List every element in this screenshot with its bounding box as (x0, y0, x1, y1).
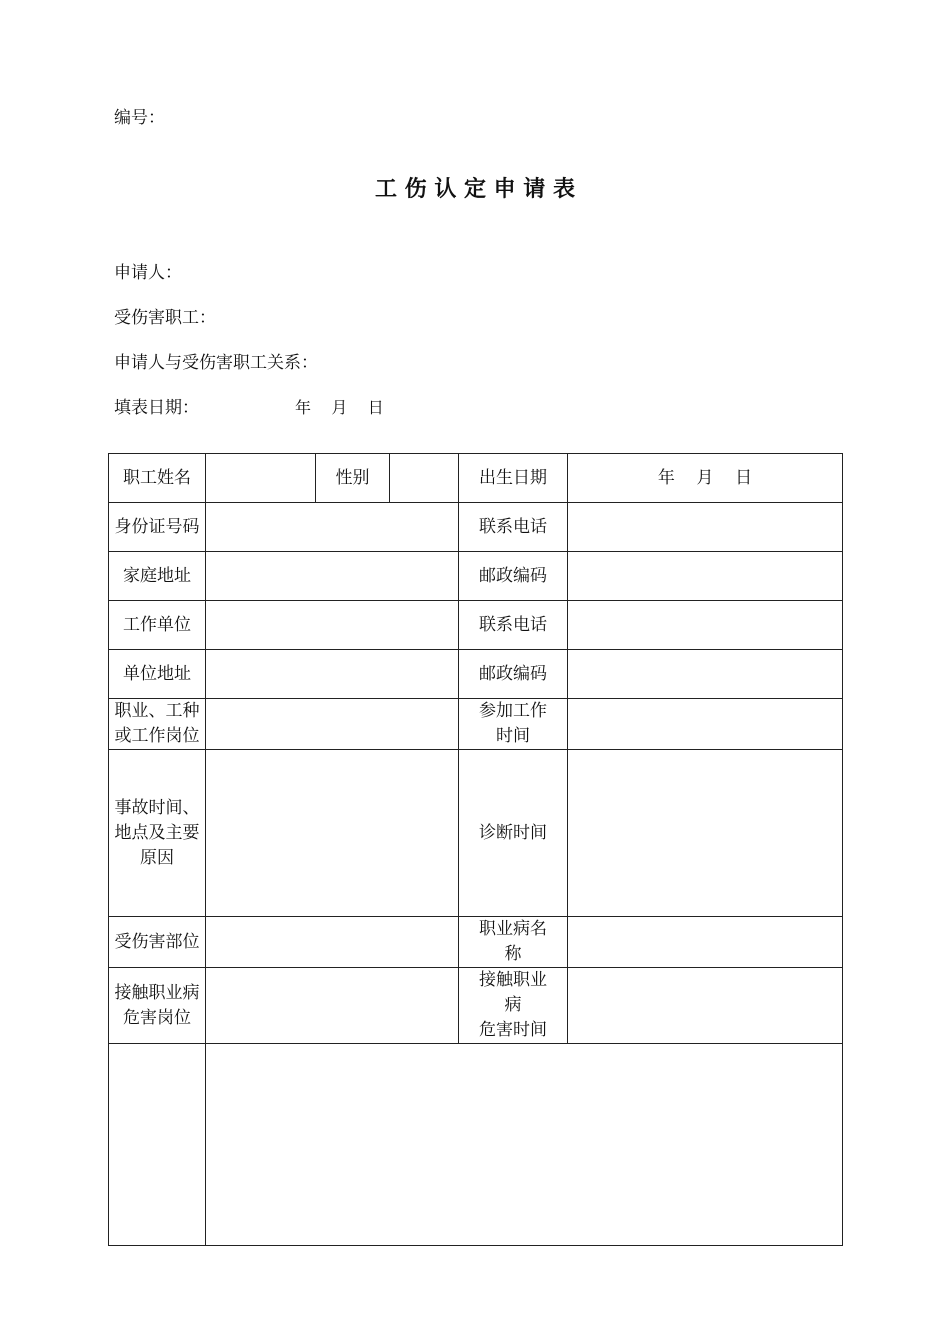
fill-date-label: 填表日期： (114, 398, 199, 418)
home-address-label: 家庭地址 (109, 552, 206, 601)
exposure-post-field[interactable] (206, 968, 459, 1044)
remarks-label-cell (109, 1044, 206, 1246)
birth-date-field[interactable]: 年 月 日 (568, 454, 843, 503)
occupation-field[interactable] (206, 699, 459, 750)
birth-date-label: 出生日期 (459, 454, 568, 503)
contact-phone-field[interactable] (568, 503, 843, 552)
gender-label: 性别 (316, 454, 390, 503)
injury-part-label: 受伤害部位 (109, 917, 206, 968)
disease-name-label-line2: 称 (504, 944, 522, 964)
fill-date-value: 年 月 日 (295, 398, 384, 417)
diagnosis-time-field[interactable] (568, 750, 843, 917)
diagnosis-time-label: 诊断时间 (459, 750, 568, 917)
employer-postcode-label: 邮政编码 (459, 650, 568, 699)
disease-name-label-line1: 职业病名 (479, 919, 547, 939)
accident-field[interactable] (206, 750, 459, 917)
accident-label-line2: 地点及主要 (114, 822, 200, 843)
disease-name-field[interactable] (568, 917, 843, 968)
home-address-field[interactable] (206, 552, 459, 601)
occupation-label-line1: 职业、工种 (114, 701, 200, 721)
injury-part-field[interactable] (206, 917, 459, 968)
employer-postcode-field[interactable] (568, 650, 843, 699)
exposure-time-label-line1: 接触职业 (479, 970, 547, 990)
employer-phone-field[interactable] (568, 601, 843, 650)
accident-label (109, 750, 206, 917)
exposure-time-label (459, 968, 568, 1044)
employer-address-field[interactable] (206, 650, 459, 699)
start-work-label (459, 699, 568, 750)
id-number-field[interactable] (206, 503, 459, 552)
form-title: 工 伤 认 定 申 请 表 (375, 177, 575, 202)
relation-label: 申请人与受伤害职工关系： (114, 353, 318, 373)
home-postcode-label: 邮政编码 (459, 552, 568, 601)
start-work-label-line1: 参加工作 (479, 701, 547, 721)
disease-name-label (459, 917, 568, 968)
gender-field[interactable] (390, 454, 459, 503)
exposure-time-label-line2: 病 (504, 995, 522, 1015)
exposure-time-field[interactable] (568, 968, 843, 1044)
employer-address-label: 单位地址 (109, 650, 206, 699)
employer-field[interactable] (206, 601, 459, 650)
applicant-label: 申请人： (114, 263, 182, 283)
exposure-post-label-line2: 危害岗位 (123, 1007, 191, 1028)
remarks-field[interactable] (206, 1044, 843, 1246)
accident-label-line3: 原因 (140, 847, 174, 868)
employer-phone-label: 联系电话 (459, 601, 568, 650)
worker-name-label: 职工姓名 (109, 454, 206, 503)
id-number-label: 身份证号码 (109, 503, 206, 552)
accident-label-line1: 事故时间、 (114, 797, 200, 818)
serial-number-label: 编号： (114, 108, 165, 128)
employer-label: 工作单位 (109, 601, 206, 650)
worker-name-field[interactable] (206, 454, 316, 503)
application-form-table (108, 453, 843, 1246)
exposure-time-label-line3: 危害时间 (479, 1020, 547, 1040)
occupation-label-line2: 或工作岗位 (114, 726, 200, 746)
exposure-post-label-line1: 接触职业病 (114, 982, 200, 1003)
occupation-label (109, 699, 206, 750)
contact-phone-label: 联系电话 (459, 503, 568, 552)
exposure-post-label (109, 968, 206, 1044)
home-postcode-field[interactable] (568, 552, 843, 601)
injured-worker-label: 受伤害职工： (114, 308, 216, 328)
start-work-field[interactable] (568, 699, 843, 750)
start-work-label-line2: 时间 (496, 726, 530, 746)
